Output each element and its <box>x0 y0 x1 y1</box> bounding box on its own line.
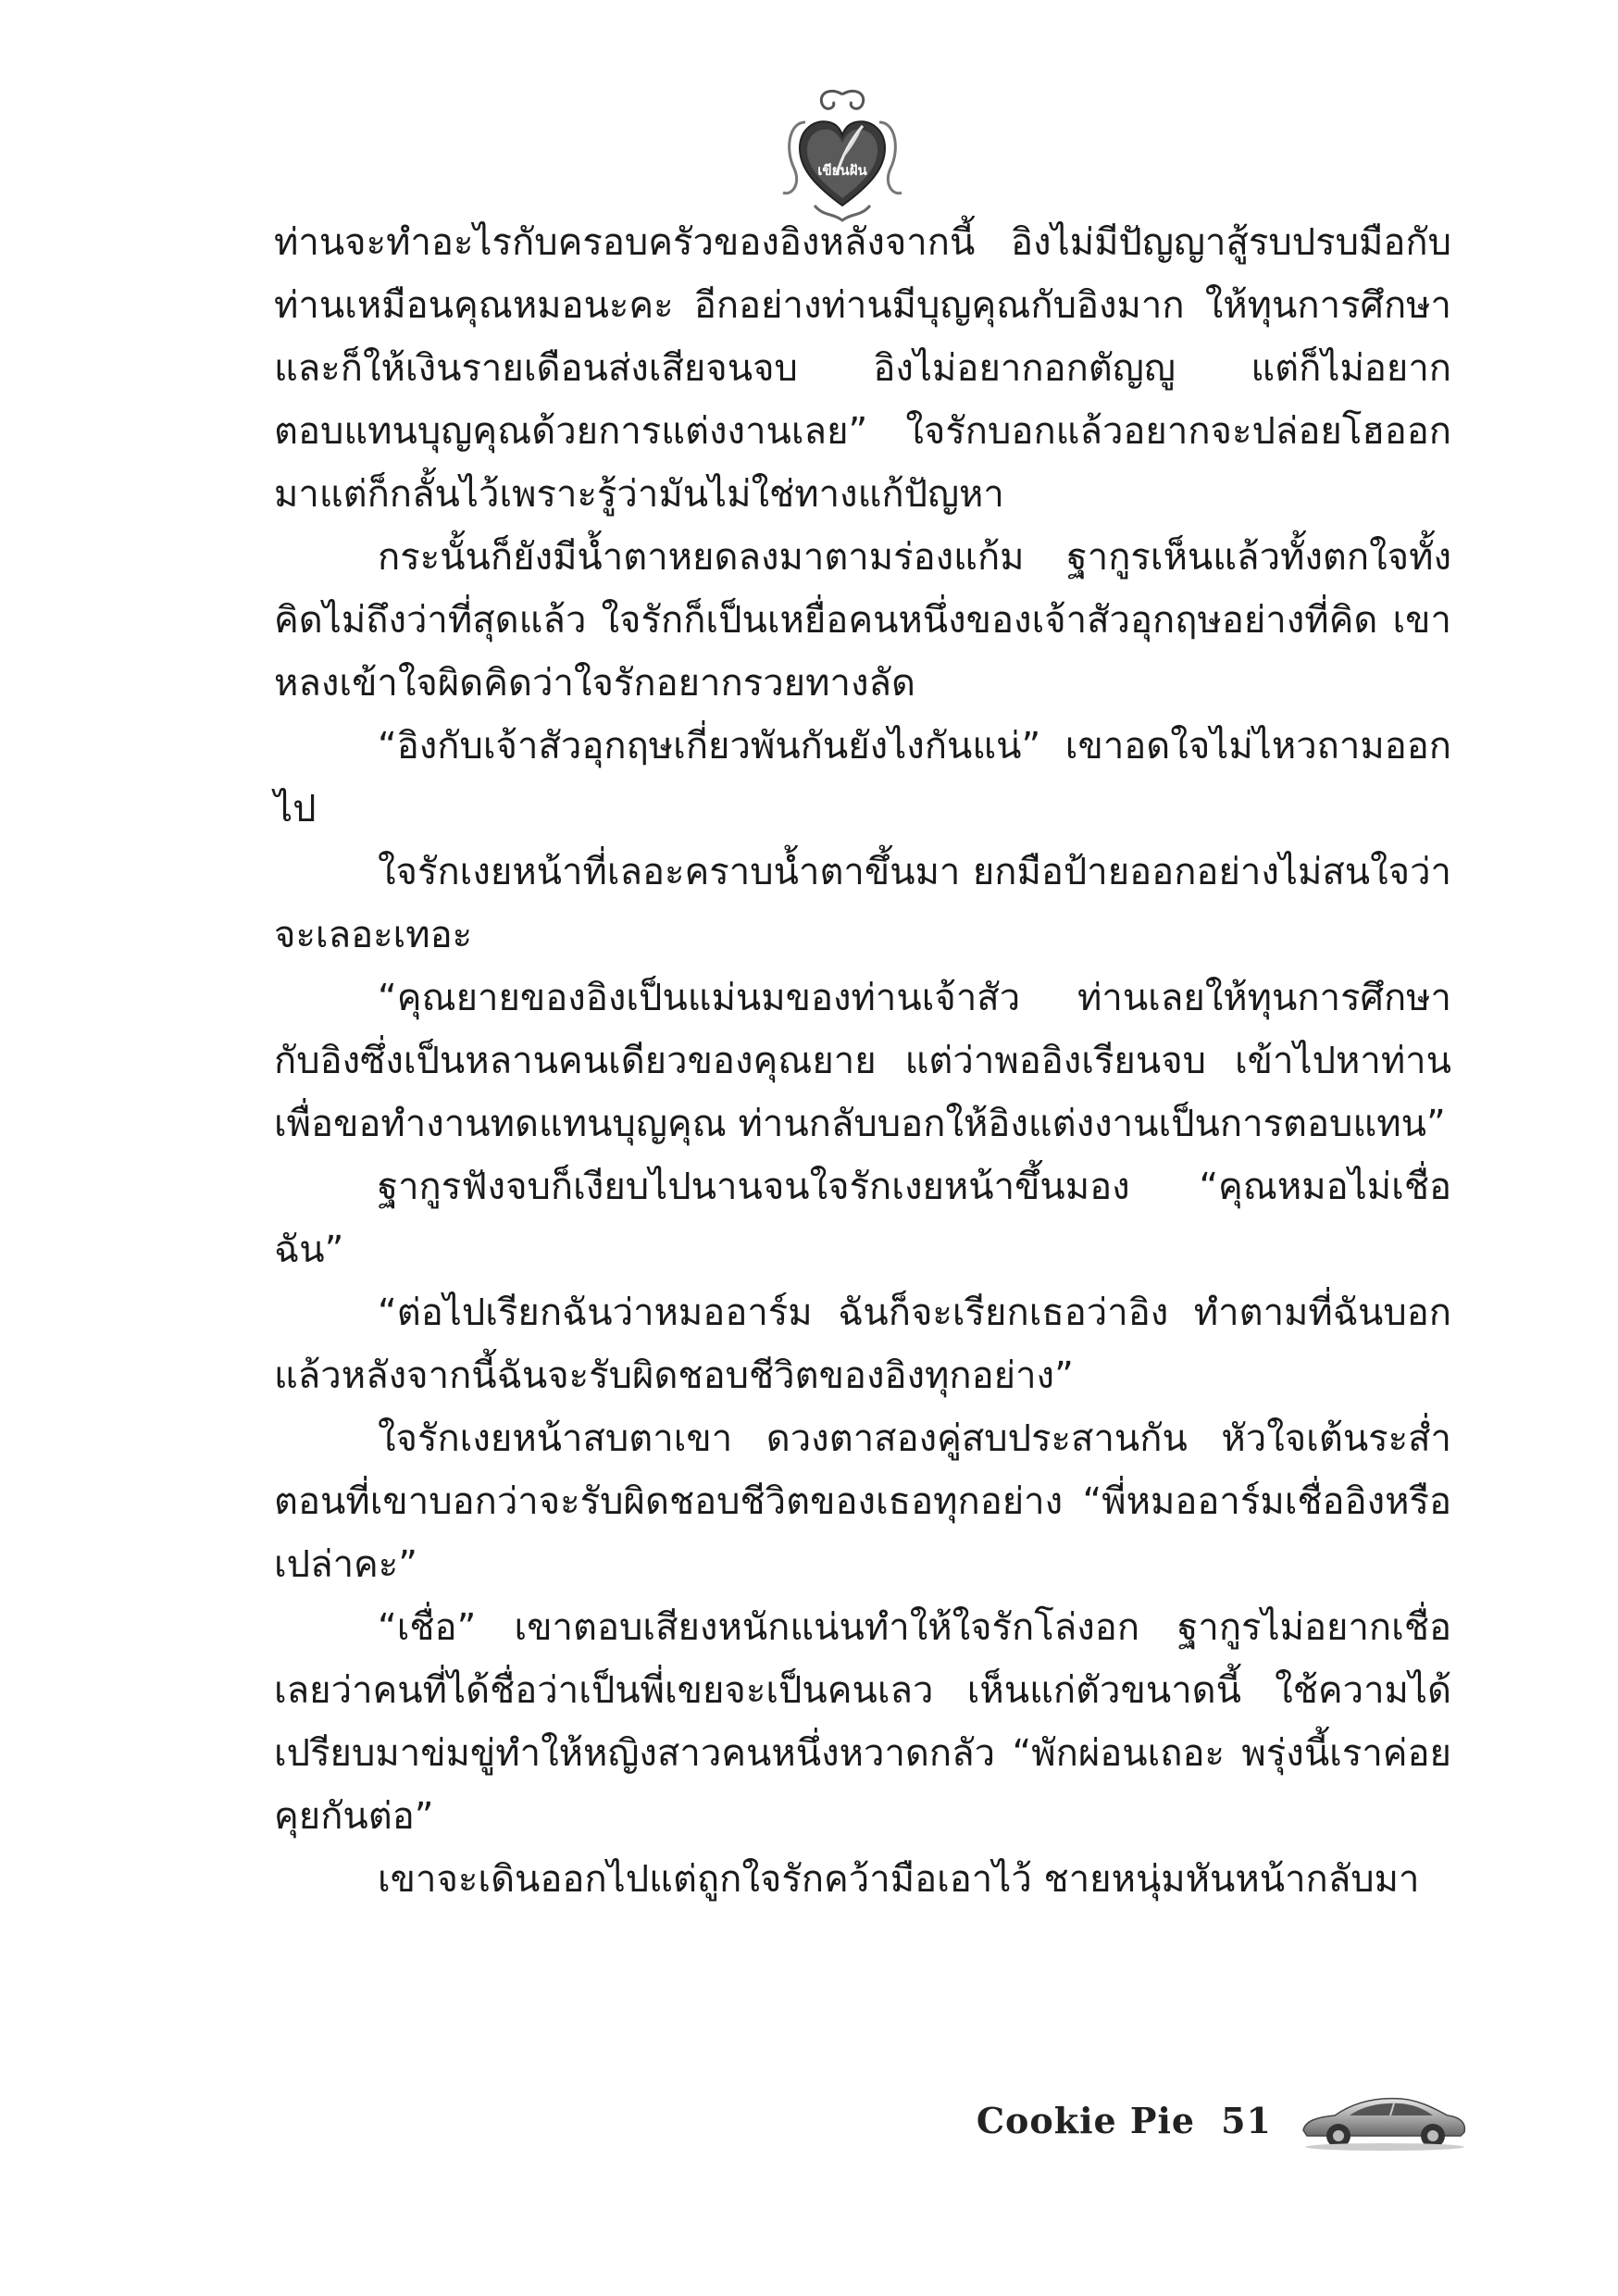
emblem-ornament-icon <box>778 85 907 224</box>
paragraph: ใจรักเงยหน้าที่เลอะคราบน้ำตาขึ้นมา ยกมือป้ายออกอย่างไม่สนใจว่าจะเลอะเทอะ <box>274 851 1451 956</box>
book-title: Cookie Pie <box>976 2099 1196 2141</box>
paragraph: กระนั้นก็ยังมีน้ำตาหยดลงมาตามร่องแก้ม ฐากูรเห็นแล้วทั้งตกใจทั้งคิดไม่ถึงว่าที่สุดแล้ว ใจรักก็เป็นเหยื่อคนหนึ่งของเจ้าสัวอุกฤษอย่างที่คิด เขาหลงเข้าใจผิดคิดว่าใจรักอยากรวยทางลัด <box>274 536 1451 705</box>
header-emblem <box>778 85 907 224</box>
paragraph: ฐากูรฟังจบก็เงียบไปนานจนใจรักเงยหน้าขึ้นมอง “คุณหมอไม่เชื่อฉัน” <box>274 1166 1451 1271</box>
paragraph: เขาจะเดินออกไปแต่ถูกใจรักคว้ามือเอาไว้ ชายหนุ่มหันหน้ากลับมา <box>378 1858 1420 1901</box>
body-text <box>274 211 1451 1911</box>
page-number: 51 <box>1221 2099 1272 2141</box>
emblem-label: เขียนฝัน <box>817 162 867 179</box>
paragraph: “ต่อไปเรียกฉันว่าหมออาร์ม ฉันก็จะเรียกเธอว่าอิง ทำตามที่ฉันบอกแล้วหลังจากนี้ฉันจะรับผิดชอบชีวิตของอิงทุกอย่าง” <box>274 1292 1451 1397</box>
paragraph: “คุณยายของอิงเป็นแม่นมของท่านเจ้าสัว ท่านเลยให้ทุนการศึกษากับอิงซึ่งเป็นหลานคนเดียวของคุณยาย แต่ว่าพออิงเรียนจบ เข้าไปหาท่านเพื่อขอทำงานทดแทนบุญคุณ ท่านกลับบอกให้อิงแต่งงานเป็นการตอบแทน” <box>274 977 1451 1145</box>
paragraph: “อิงกับเจ้าสัวอุกฤษเกี่ยวพันกันยังไงกันแน่” เขาอดใจไม่ไหวถามออกไป <box>274 725 1451 830</box>
paragraph: ท่านจะทำอะไรกับครอบครัวของอิงหลังจากนี้ อิงไม่มีปัญญาสู้รบปรบมือกับท่านเหมือนคุณหมอนะคะ อีกอย่างท่านมีบุญคุณกับอิงมาก ให้ทุนการศึกษาและก็ให้เงินรายเดือนส่งเสียจนจบ อิงไม่อยากอกตัญญู แต่ก็ไม่อยากตอบแทนบุญคุณด้วยการแต่งงานเลย” ใจรักบอกแล้วอยากจะปล่อยโฮออกมาแต่ก็กลั้นไว้เพราะรู้ว่ามันไม่ใช่ทางแก้ปัญหา <box>274 221 1451 516</box>
paragraph: ใจรักเงยหน้าสบตาเขา ดวงตาสองคู่สบประสานกัน หัวใจเต้นระส่ำตอนที่เขาบอกว่าจะรับผิดชอบชีวิตของเธอทุกอย่าง “พี่หมออาร์มเชื่ออิงหรือเปล่าคะ” <box>274 1417 1451 1586</box>
car-icon <box>1298 2088 1470 2152</box>
page-footer <box>977 2088 1470 2152</box>
paragraph: “เชื่อ” เขาตอบเสียงหนักแน่นทำให้ใจรักโล่งอก ฐากูรไม่อยากเชื่อเลยว่าคนที่ได้ชื่อว่าเป็นพี่เขยจะเป็นคนเลว เห็นแก่ตัวขนาดนี้ ใช้ความได้เปรียบมาข่มขู่ทำให้หญิงสาวคนหนึ่งหวาดกลัว “พักผ่อนเถอะ พรุ่งนี้เราค่อยคุยกันต่อ” <box>274 1606 1451 1838</box>
